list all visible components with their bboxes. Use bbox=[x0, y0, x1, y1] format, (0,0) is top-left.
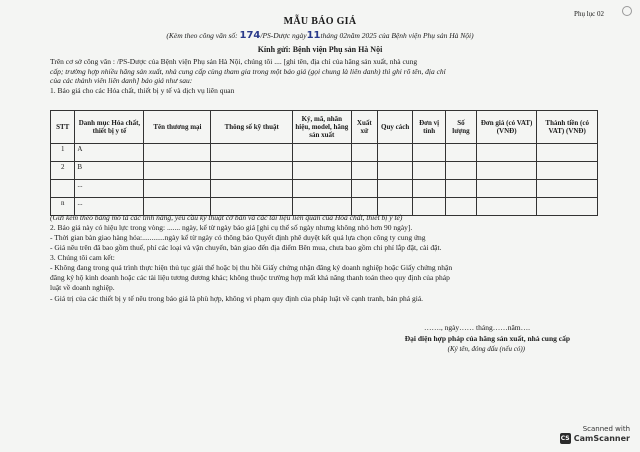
row-item: B bbox=[75, 162, 144, 180]
subtitle-mid: /PS-Dược ngày bbox=[260, 31, 307, 40]
commitment-1-line-2: đăng ký hộ kinh doanh hoặc các tài liệu tương đương khác; không thuộc trường hợp mất khả năng thanh toán theo quy định của pháp bbox=[50, 273, 450, 282]
commitment-2: - Giá trị của các thiết bị y tế nêu trong báo giá là phù hợp, không vi phạm quy định của pháp luật về cạnh tranh, bán phá giá. bbox=[50, 294, 424, 303]
row-item: ... bbox=[75, 198, 144, 216]
intro-line-3: của các thành viên liên danh] báo giá như sau: bbox=[50, 76, 193, 85]
commitment-1-line-3: luật về doanh nghiệp. bbox=[50, 283, 115, 292]
table-header-row bbox=[51, 111, 598, 144]
col-unit-price: Đơn giá (có VAT) (VNĐ) bbox=[476, 111, 537, 144]
subtitle-prefix: (Kèm theo công văn số: bbox=[166, 31, 240, 40]
row-stt: 2 bbox=[51, 162, 75, 180]
camscanner-logo-icon: CS bbox=[560, 435, 570, 442]
appendix-label: Phụ lục 02 bbox=[574, 10, 604, 18]
camscanner-label: CamScanner bbox=[573, 434, 630, 443]
addressee: Kính gửi: Bệnh viện Phụ sản Hà Nội bbox=[257, 45, 383, 54]
handwritten-day: 11 bbox=[306, 30, 321, 41]
corner-mark bbox=[622, 6, 632, 16]
commitment-1-line-1: - Không đang trong quá trình thực hiện thủ tục giải thể hoặc bị thu hồi Giấy chứng nhận đăng ký doanh nghiệp hoặc Giấy chứng nhận bbox=[50, 263, 453, 272]
col-total: Thành tiền (có VAT) (VNĐ) bbox=[537, 111, 598, 144]
row-stt: 1 bbox=[51, 144, 75, 162]
commitment-heading: 3. Chúng tôi cam kết: bbox=[50, 253, 115, 262]
col-quantity: Số lượng bbox=[446, 111, 477, 144]
row-stt bbox=[51, 180, 75, 198]
handwritten-number: 174 bbox=[239, 30, 261, 41]
col-stt: STT bbox=[51, 111, 75, 144]
quote-table bbox=[50, 110, 598, 216]
signature-note: (Ký tên, đóng dấu (nếu có)) bbox=[447, 345, 525, 353]
intro-line-2: cấp; trường hợp nhiều hãng sản xuất, nhà cung cấp cùng tham gia trong một báo giá (gọi chung là liên danh) thì ghi rõ tên, địa chỉ bbox=[50, 66, 446, 76]
delivery-time: - Thời gian bàn giao hàng hóa:............ngày kể từ ngày có thông báo Quyết định phê duyệt kết quả lựa chọn công ty cung ứng bbox=[50, 233, 426, 242]
row-stt: n bbox=[51, 198, 75, 216]
validity-clause: 2. Báo giá này có hiệu lực trong vòng: ....... ngày, kể từ ngày báo giá [ghi cụ thể số ngày nhưng không nhỏ hơn 90 ngày]. bbox=[50, 223, 413, 232]
section-1-heading: 1. Báo giá cho các Hóa chất, thiết bị y tế và dịch vụ liên quan bbox=[50, 86, 235, 95]
table-row bbox=[51, 144, 598, 162]
signature-date: ……., ngày…… tháng……năm…. bbox=[423, 323, 530, 332]
table-row bbox=[51, 180, 598, 198]
signature-title: Đại diện hợp pháp của hãng sản xuất, nhà cung cấp bbox=[404, 334, 570, 343]
col-unit: Đơn vị tính bbox=[413, 111, 446, 144]
row-item: ... bbox=[75, 180, 144, 198]
camscanner-brand bbox=[560, 433, 630, 444]
camscanner-watermark bbox=[560, 425, 630, 444]
col-trade-name: Tên thương mại bbox=[144, 111, 211, 144]
col-origin: Xuất xứ bbox=[351, 111, 378, 144]
col-item: Danh mục Hóa chất, thiết bị y tế bbox=[75, 111, 144, 144]
table-note: (Gửi kèm theo bảng mô tả các tính năng, yêu cầu kỹ thuật cơ bản và các tài liệu liên quan của Hóa chất, thiết bị y tế) bbox=[50, 213, 403, 222]
table-row bbox=[51, 162, 598, 180]
col-model: Ký, mã, nhãn hiệu, model, hãng sản xuất bbox=[293, 111, 351, 144]
scanned-with-label: Scanned with bbox=[582, 425, 630, 433]
intro-line-1: Trên cơ sở công văn : /PS-Dược của Bệnh viện Phụ sản Hà Nội, chúng tôi .... [ghi tên, địa chỉ của hãng sản xuất, nhà cung bbox=[50, 57, 418, 66]
document-subtitle bbox=[0, 30, 640, 41]
col-packing: Quy cách bbox=[378, 111, 413, 144]
document-title: MẪU BÁO GIÁ bbox=[283, 16, 357, 27]
row-item: A bbox=[75, 144, 144, 162]
col-specs: Thông số kỹ thuật bbox=[211, 111, 293, 144]
subtitle-suffix: tháng 02năm 2025 của Bệnh viện Phụ sản Hà Nội) bbox=[320, 31, 474, 40]
price-includes: - Giá nêu trên đã bao gồm thuế, phí các loại và vận chuyển, bàn giao đến địa điểm Bên mua, chưa bao gồm chi phí lắp đặt, cài đặt. bbox=[50, 243, 442, 252]
